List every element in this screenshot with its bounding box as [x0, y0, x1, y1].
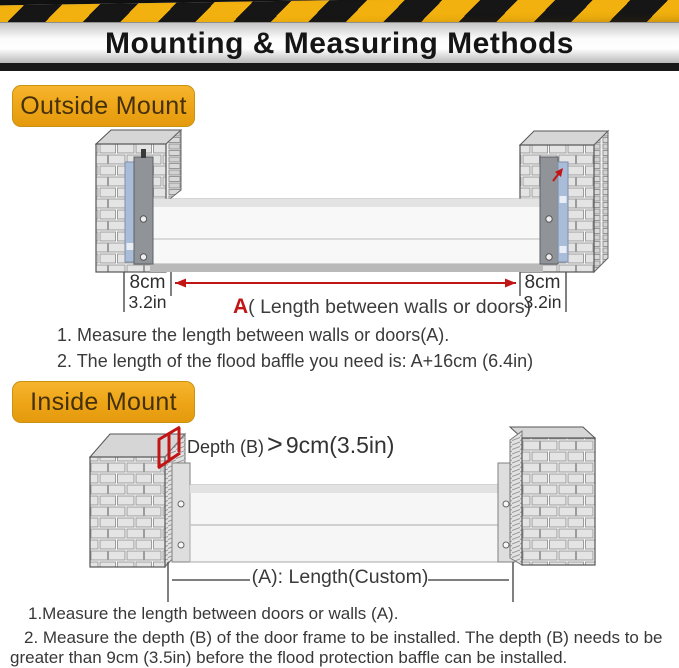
- screw-icon: [140, 216, 146, 222]
- screw-icon: [546, 254, 552, 260]
- outside-steps: [57, 322, 533, 374]
- title-band: [0, 22, 679, 64]
- floor-strip: [150, 264, 543, 272]
- outside-mount-badge: [12, 85, 195, 127]
- mounting-channel-left: [125, 149, 153, 264]
- dimension-letter: A: [233, 295, 249, 318]
- right-pillar: [510, 427, 595, 565]
- depth-value: 9cm(3.5in): [285, 432, 395, 458]
- left-offset-in: 3.2in: [128, 292, 167, 312]
- right-offset-in: 3.2in: [523, 292, 562, 312]
- left-pillar: [90, 434, 185, 567]
- custom-length-label: (A): Length(Custom): [251, 566, 429, 588]
- outside-step-1: 1. Measure the length between walls or doors(A).: [57, 325, 450, 345]
- length-arrow: [175, 279, 516, 288]
- screw-icon: [178, 501, 184, 507]
- page-title: Mounting & Measuring Methods: [105, 26, 574, 60]
- screw-icon: [546, 216, 552, 222]
- dimension-description: ( Length between walls or doors): [248, 296, 532, 318]
- header-divider: [0, 63, 679, 71]
- inside-mount-badge: [12, 381, 195, 423]
- flood-baffle: [150, 199, 543, 272]
- screw-icon: [178, 542, 184, 548]
- left-offset-cm: 8cm: [129, 272, 166, 293]
- depth-prefix: Depth (B): [187, 437, 265, 457]
- depth-label: [187, 429, 394, 460]
- flood-baffle: [190, 485, 498, 562]
- screw-icon: [140, 254, 146, 260]
- greater-than-symbol: >: [267, 429, 283, 459]
- length-dimension-label: [233, 295, 531, 319]
- screw-icon: [503, 542, 509, 548]
- inside-mount-badge-label: Inside Mount: [30, 387, 177, 416]
- outside-step-2: 2. The length of the flood baffle you need is: A+16cm (6.4in): [57, 351, 534, 371]
- anchor-tab: [141, 149, 146, 158]
- inside-step-1: 1.Measure the length between doors or walls (A).: [28, 604, 399, 623]
- screw-icon: [503, 501, 509, 507]
- outside-mount-badge-label: Outside Mount: [20, 91, 187, 120]
- right-offset-cm: 8cm: [524, 272, 561, 293]
- inside-step-2: 2. Measure the depth (B) of the door frame to be installed. The depth (B) needs to be greater than 9cm (3.5in) before the flood protection baffle can be installed.: [10, 628, 663, 667]
- mounting-plate-left: [172, 463, 190, 562]
- mounting-channel-right: [540, 157, 568, 264]
